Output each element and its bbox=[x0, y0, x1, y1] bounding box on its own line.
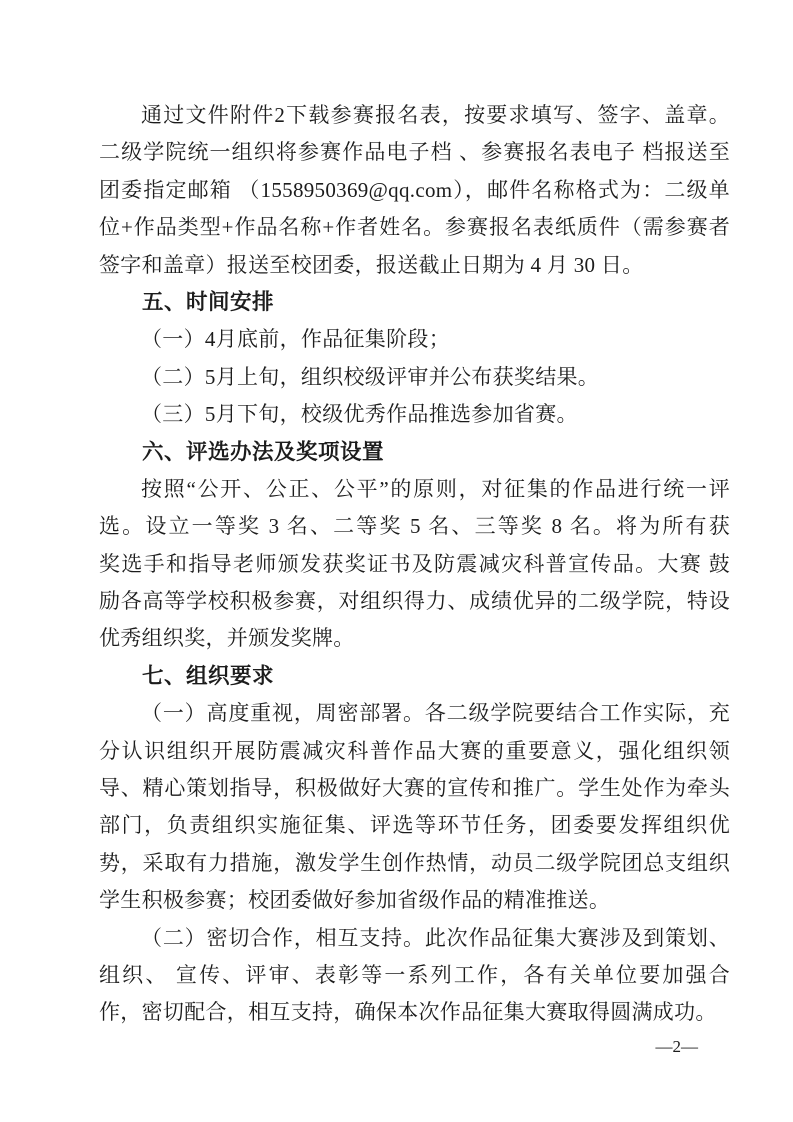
paragraph-line: 选。设立一等奖 3 名、二等奖 5 名、三等奖 8 名。将为所有获 bbox=[99, 514, 730, 539]
paragraph-line: （一）高度重视，周密部署。各二级学院要结合工作实际，充 bbox=[141, 701, 730, 726]
paragraph-line: 签字和盖章）报送至校团委，报送截止日期为 4 月 30 日。 bbox=[99, 252, 644, 277]
paragraph-line: 励各高等学校积极参赛，对组织得力、成绩优异的二级学院，特设 bbox=[99, 589, 730, 614]
paragraph-line: 按照“公开、公正、公平”的原则，对征集的作品进行统一评 bbox=[141, 476, 730, 501]
paragraph-line: 团委指定邮箱 （1558950369@qq.com），邮件名称格式为：二级单 bbox=[99, 177, 730, 202]
paragraph-line: 奖选手和指导老师颁发获奖证书及防震减灾科普宣传品。大赛 鼓 bbox=[99, 551, 730, 576]
document-body bbox=[99, 97, 730, 1032]
paragraph-line: 通过文件附件2下载参赛报名表，按要求填写、签字、盖章。 bbox=[141, 103, 730, 127]
paragraph-line: 二级学院统一组织将参赛作品电子档 、参赛报名表电子 档报送至 bbox=[99, 140, 730, 165]
paragraph-line: 势，采取有力措施，激发学生创作热情，动员二级学院团总支组织 bbox=[99, 850, 730, 875]
section-heading-time-schedule: 五、时间安排 bbox=[142, 289, 275, 314]
paragraph-line: （二）密切合作，相互支持。此次作品征集大赛涉及到策划、 bbox=[141, 925, 730, 950]
paragraph-line: 位+作品类型+作品名称+作者姓名。参赛报名表纸质件（需参赛者 bbox=[99, 215, 730, 240]
list-item-2: （二）5月上旬，组织校级评审并公布获奖结果。 bbox=[141, 364, 600, 389]
paragraph-line: 分认识组织开展防震减灾科普作品大赛的重要意义，强化组织领 bbox=[99, 738, 730, 763]
paragraph-line: 优秀组织奖，并颁发奖牌。 bbox=[99, 626, 355, 651]
list-item-3: （三）5月下旬，校级优秀作品推选参加省赛。 bbox=[141, 402, 578, 427]
page-number: —2— bbox=[655, 1037, 698, 1056]
list-item-1: （一）4月底前，作品征集阶段； bbox=[141, 327, 450, 352]
paragraph-line: 导、精心策划指导，积极做好大赛的宣传和推广。学生处作为牵头 bbox=[99, 776, 730, 801]
section-heading-organization: 七、组织要求 bbox=[142, 663, 275, 688]
paragraph-line: 学生积极参赛；校团委做好参加省级作品的精准推送。 bbox=[99, 888, 611, 913]
section-heading-selection-awards: 六、评选办法及奖项设置 bbox=[142, 439, 385, 464]
paragraph-line: 组织、 宣传、评审、表彰等一系列工作，各有关单位要加强合 bbox=[99, 962, 730, 987]
paragraph-line: 部门，负责组织实施征集、评选等环节任务，团委要发挥组织优 bbox=[99, 813, 730, 838]
paragraph-line: 作，密切配合，相互支持，确保本次作品征集大赛取得圆满成功。 bbox=[99, 1000, 717, 1025]
